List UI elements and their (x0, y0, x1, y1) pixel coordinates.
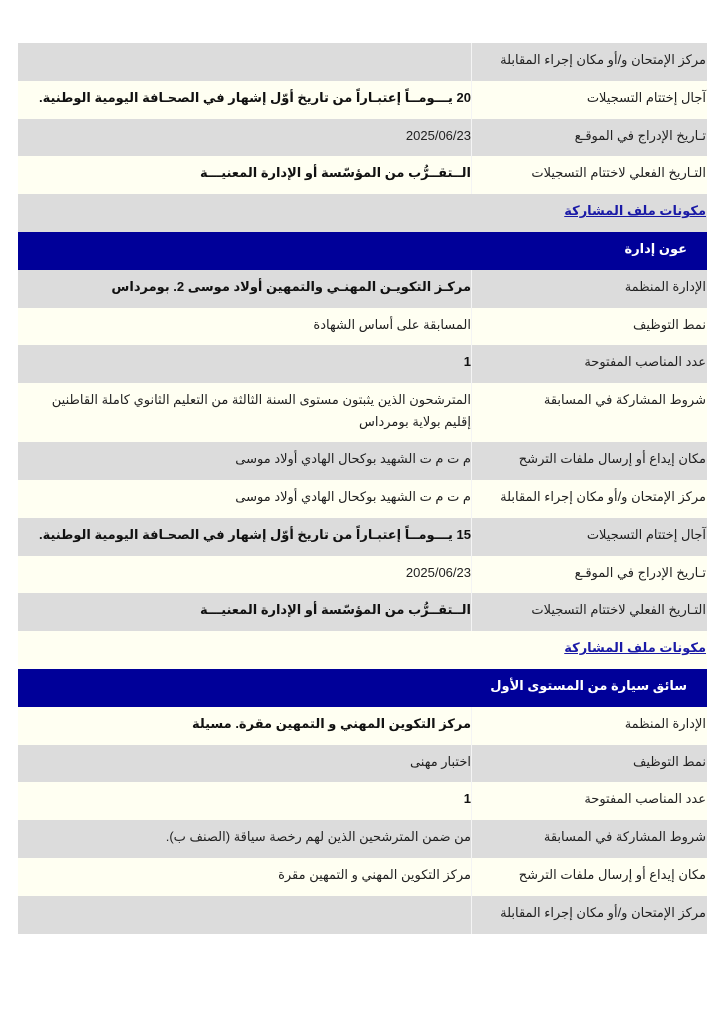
table-row (18, 518, 707, 556)
field-value: المسابقة على أساس الشهادة (313, 316, 471, 332)
field-value: 2025/06/23 (405, 564, 471, 580)
field-value: 1 (463, 791, 471, 807)
field-label: مكان إيداع أو إرسال ملفات الترشح (471, 442, 707, 480)
table-row (18, 593, 707, 631)
field-label: مركز الإمتحان و/أو مكان إجراء المقابلة (471, 896, 707, 934)
table-row (18, 43, 707, 81)
field-label: نمط التوظيف (471, 745, 707, 783)
field-label: مركز الإمتحان و/أو مكان إجراء المقابلة (471, 480, 707, 518)
table-row (18, 556, 707, 594)
table-row (18, 383, 707, 442)
field-label: شروط المشاركة في المسابقة (471, 820, 707, 858)
field-value: مركـز التكويـن المهنـي والتمهين أولاد موسى 2. بومرداس (111, 278, 471, 294)
table-row (18, 820, 707, 858)
field-value: 15 يـــومــاً إعتبـاراً من تاريخ أوّل إشهار في الصحـافة اليومية الوطنية. (38, 526, 471, 542)
table-row (18, 480, 707, 518)
field-value: م ت م ت الشهيد بوكحال الهادي أولاد موسى (235, 488, 471, 504)
table-row (18, 156, 707, 194)
job-title-header (18, 669, 707, 707)
participation-file-link[interactable]: مكونات ملف المشاركة (564, 203, 706, 219)
table-row (18, 81, 707, 119)
table-row (18, 782, 707, 820)
field-value: الــتقــرُّب من المؤسّسة أو الإدارة المعنيـــة (199, 602, 471, 618)
participation-file-link[interactable]: مكونات ملف المشاركة (564, 640, 706, 656)
field-label: عدد المناصب المفتوحة (471, 782, 707, 820)
table-row (18, 442, 707, 480)
table-row (18, 119, 707, 157)
field-value: من ضمن المترشحين الذين لهم رخصة سياقة (الصنف ب). (165, 829, 471, 845)
field-label: نمط التوظيف (471, 308, 707, 346)
field-label: شروط المشاركة في المسابقة (471, 383, 707, 442)
table-row (18, 345, 707, 383)
table-row (18, 858, 707, 896)
field-value: 2025/06/23 (405, 127, 471, 143)
field-label: الإدارة المنظمة (471, 707, 707, 745)
table-row (18, 707, 707, 745)
field-value (18, 43, 471, 81)
field-value: مركز التكوين المهني و التمهين مقرة (278, 866, 471, 882)
field-value: المترشحون الذين يثبتون مستوى السنة الثالثة من التعليم الثانوي كاملة القاطنين إقليم بولاية بومرداس (51, 392, 471, 430)
job-title-header (18, 232, 707, 270)
field-label: آجال إختتام التسجيلات (471, 518, 707, 556)
table-row (18, 270, 707, 308)
field-value (18, 896, 471, 934)
job-title: سائق سيارة من المستوى الأول (490, 677, 687, 693)
field-value: اختبار مهنى (409, 753, 471, 769)
field-label: تـاريخ الإدراج في الموقـع (471, 119, 707, 157)
field-label: تـاريخ الإدراج في الموقـع (471, 556, 707, 594)
field-label: التـاريخ الفعلي لاختتام التسجيلات (471, 156, 707, 194)
table-row (18, 896, 707, 934)
job-listing-table (18, 43, 707, 934)
field-label: آجال إختتام التسجيلات (471, 81, 707, 119)
job-title: عون إدارة (624, 240, 687, 256)
participation-file-row (18, 631, 707, 669)
field-label: التـاريخ الفعلي لاختتام التسجيلات (471, 593, 707, 631)
participation-file-row (18, 194, 707, 232)
field-value: مركز التكوين المهني و التمهين مقرة. مسيلة (191, 715, 471, 731)
field-label: عدد المناصب المفتوحة (471, 345, 707, 383)
table-row (18, 308, 707, 346)
field-value: 20 يـــومــاً إعتبـاراً من تاريخ أوّل إشهار في الصحـافة اليومية الوطنية. (38, 89, 471, 105)
field-label: الإدارة المنظمة (471, 270, 707, 308)
field-value: الــتقــرُّب من المؤسّسة أو الإدارة المعنيـــة (199, 165, 471, 181)
table-row (18, 745, 707, 783)
field-label: مكان إيداع أو إرسال ملفات الترشح (471, 858, 707, 896)
field-label: مركز الإمتحان و/أو مكان إجراء المقابلة (471, 43, 707, 81)
field-value: 1 (463, 354, 471, 370)
field-value: م ت م ت الشهيد بوكحال الهادي أولاد موسى (235, 451, 471, 467)
